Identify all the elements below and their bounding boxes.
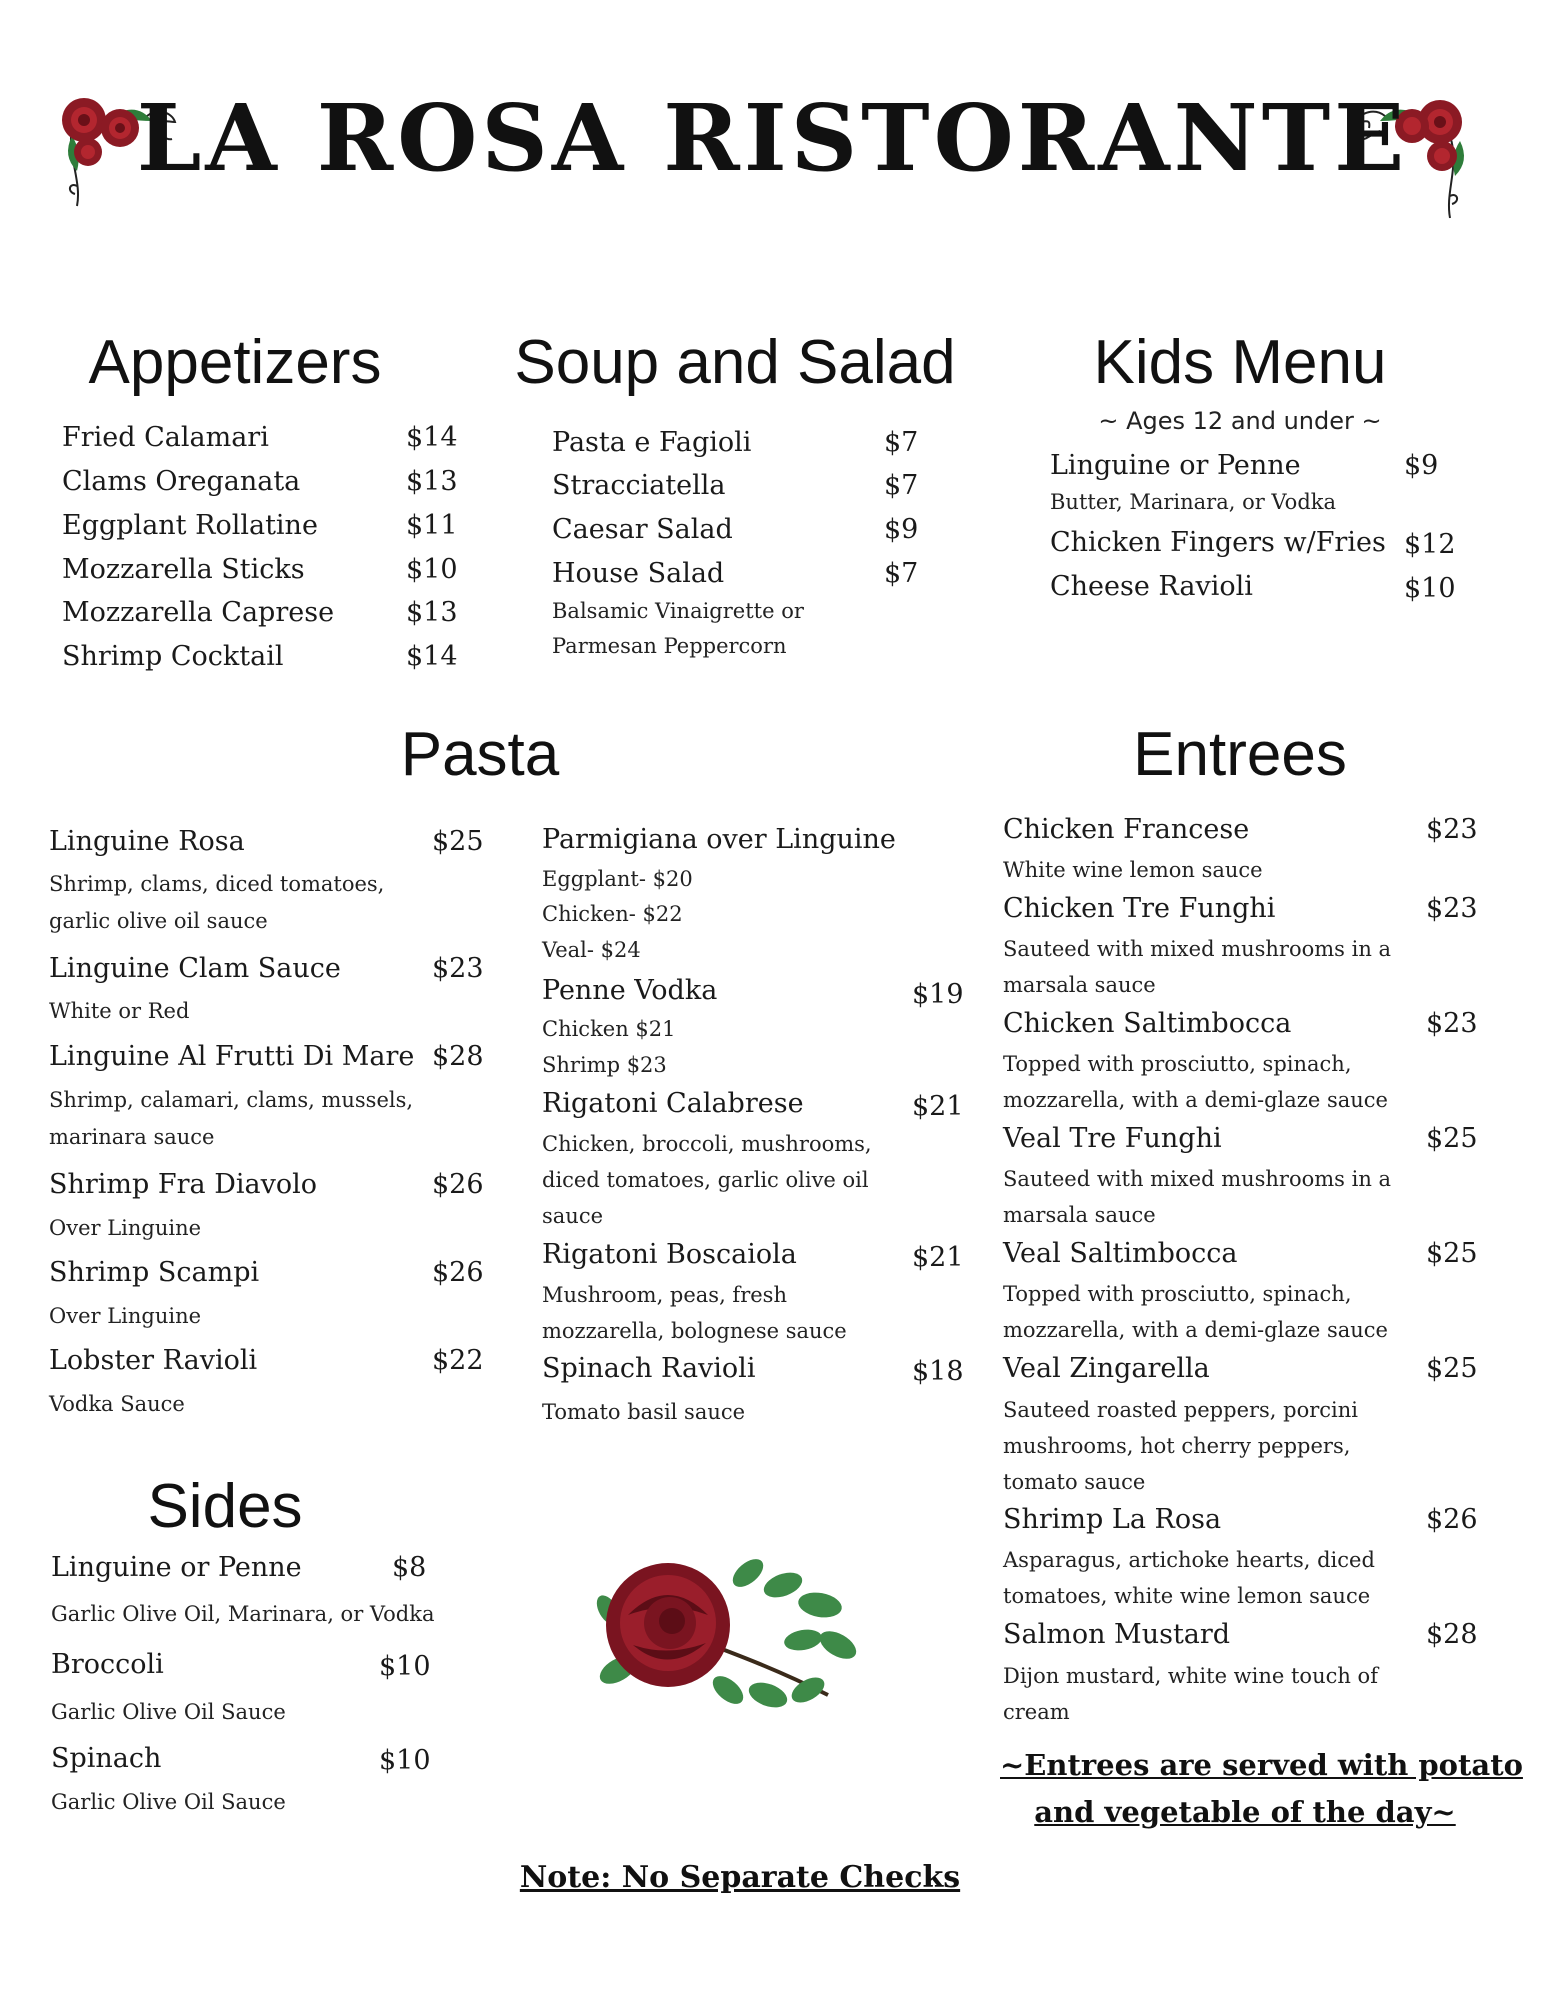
item-description: Asparagus, artichoke hearts, diced xyxy=(1003,1548,1375,1572)
item-description: Chicken $21 xyxy=(542,1017,676,1041)
item-description: marsala sauce xyxy=(1003,973,1156,997)
list-item: Eggplant Rollatine xyxy=(62,510,318,541)
list-item: Linguine Clam Sauce xyxy=(49,953,341,984)
item-price: $25 xyxy=(1426,1123,1478,1154)
list-item: Rigatoni Boscaiola xyxy=(542,1239,797,1270)
item-description: Over Linguine xyxy=(49,1216,202,1240)
list-item: Lobster Ravioli xyxy=(49,1345,258,1376)
sides-heading: Sides xyxy=(147,1472,303,1541)
list-item: Linguine Rosa xyxy=(49,826,245,857)
item-description: Sauteed with mixed mushrooms in a xyxy=(1003,1167,1392,1191)
list-item: Chicken Francese xyxy=(1003,814,1250,845)
item-price: $9 xyxy=(884,514,919,545)
item-description: Chicken- $22 xyxy=(542,902,683,926)
list-item: Veal Saltimbocca xyxy=(1003,1238,1238,1269)
item-description: mozzarella, with a demi-glaze sauce xyxy=(1003,1088,1388,1112)
item-price: $7 xyxy=(884,558,919,589)
item-price: $10 xyxy=(406,554,458,585)
item-description: marinara sauce xyxy=(49,1125,215,1149)
list-item: Linguine or Penne xyxy=(1050,450,1301,481)
item-description: Tomato basil sauce xyxy=(542,1400,746,1424)
item-description: Balsamic Vinaigrette or xyxy=(552,599,804,623)
item-description: tomatoes, white wine lemon sauce xyxy=(1003,1584,1371,1608)
list-item: Linguine or Penne xyxy=(51,1552,302,1583)
item-description: Over Linguine xyxy=(49,1304,202,1328)
item-price: $23 xyxy=(1426,893,1478,924)
list-item: Veal Tre Funghi xyxy=(1003,1123,1222,1154)
entrees-note: and vegetable of the day~ xyxy=(1034,1795,1456,1829)
list-item: Mozzarella Sticks xyxy=(62,554,305,585)
list-item: Stracciatella xyxy=(552,470,726,501)
list-item: Clams Oreganata xyxy=(62,466,301,497)
item-description: Sauteed with mixed mushrooms in a xyxy=(1003,937,1392,961)
item-price: $28 xyxy=(432,1041,484,1072)
item-price: $11 xyxy=(406,510,458,541)
item-description: cream xyxy=(1003,1700,1070,1724)
item-price: $26 xyxy=(432,1169,484,1200)
item-price: $28 xyxy=(1426,1619,1478,1650)
item-description: Chicken, broccoli, mushrooms, xyxy=(542,1132,872,1156)
item-price: $10 xyxy=(379,1745,431,1776)
item-description: Vodka Sauce xyxy=(49,1392,185,1416)
list-item: Shrimp Scampi xyxy=(49,1257,260,1288)
item-price: $23 xyxy=(1426,814,1478,845)
item-description: White wine lemon sauce xyxy=(1003,858,1263,882)
item-description: Shrimp, calamari, clams, mussels, xyxy=(49,1088,414,1112)
item-price: $21 xyxy=(912,1242,964,1273)
item-price: $14 xyxy=(406,422,458,453)
list-item: Salmon Mustard xyxy=(1003,1619,1231,1650)
item-description: Mushroom, peas, fresh xyxy=(542,1283,787,1307)
item-description: Parmesan Peppercorn xyxy=(552,634,787,658)
list-item: Pasta e Fagioli xyxy=(552,427,752,458)
appetizers-heading: Appetizers xyxy=(88,328,382,397)
list-item: Cheese Ravioli xyxy=(1050,571,1253,602)
item-price: $12 xyxy=(1404,529,1456,560)
item-description: Shrimp, clams, diced tomatoes, xyxy=(49,872,385,896)
list-item: Penne Vodka xyxy=(542,975,718,1006)
item-price: $26 xyxy=(1426,1504,1478,1535)
soup-salad-heading: Soup and Salad xyxy=(514,328,956,397)
item-price: $26 xyxy=(432,1257,484,1288)
entrees-heading: Entrees xyxy=(1133,720,1347,789)
item-price: $19 xyxy=(912,979,964,1010)
list-item: Caesar Salad xyxy=(552,514,733,545)
item-price: $14 xyxy=(406,641,458,672)
item-description: mozzarella, bolognese sauce xyxy=(542,1319,847,1343)
item-price: $10 xyxy=(1404,573,1456,604)
item-price: $18 xyxy=(912,1356,964,1387)
restaurant-title: LA ROSA RISTORANTE xyxy=(136,84,1409,192)
item-description: mozzarella, with a demi-glaze sauce xyxy=(1003,1318,1388,1342)
kids-menu-subtitle: ~ Ages 12 and under ~ xyxy=(1098,407,1382,435)
item-price: $25 xyxy=(1426,1353,1478,1384)
item-description: Garlic Olive Oil Sauce xyxy=(51,1700,286,1724)
item-description: sauce xyxy=(542,1204,604,1228)
item-price: $10 xyxy=(379,1651,431,1682)
item-description: Shrimp $23 xyxy=(542,1053,667,1077)
list-item: Linguine Al Frutti Di Mare xyxy=(49,1041,415,1072)
item-description: Butter, Marinara, or Vodka xyxy=(1050,490,1337,514)
item-price: $25 xyxy=(1426,1238,1478,1269)
item-price: $13 xyxy=(406,597,458,628)
item-description: marsala sauce xyxy=(1003,1203,1156,1227)
item-price: $8 xyxy=(392,1552,427,1583)
item-price: $9 xyxy=(1404,450,1439,481)
item-description: tomato sauce xyxy=(1003,1470,1146,1494)
list-item: Shrimp Cocktail xyxy=(62,641,284,672)
item-description: White or Red xyxy=(49,999,190,1023)
item-description: Dijon mustard, white wine touch of xyxy=(1003,1664,1378,1688)
item-price: $22 xyxy=(432,1345,484,1376)
list-item: Fried Calamari xyxy=(62,422,269,453)
list-item: Chicken Saltimbocca xyxy=(1003,1008,1292,1039)
item-price: $13 xyxy=(406,466,458,497)
list-item: Chicken Fingers w/Fries xyxy=(1050,527,1386,558)
list-item: House Salad xyxy=(552,558,725,589)
item-price: $21 xyxy=(912,1091,964,1122)
item-description: Garlic Olive Oil Sauce xyxy=(51,1790,286,1814)
item-price: $7 xyxy=(884,470,919,501)
list-item: Spinach Ravioli xyxy=(542,1353,756,1384)
list-item: Shrimp La Rosa xyxy=(1003,1504,1222,1535)
item-description: Garlic Olive Oil, Marinara, or Vodka xyxy=(51,1602,435,1626)
list-item: Spinach xyxy=(51,1743,162,1774)
list-item: Rigatoni Calabrese xyxy=(542,1088,804,1119)
rose-illustration-icon xyxy=(588,1545,878,1720)
item-description: Veal- $24 xyxy=(542,938,641,962)
item-description: Topped with prosciutto, spinach, xyxy=(1003,1282,1352,1306)
item-description: Sauteed roasted peppers, porcini xyxy=(1003,1398,1359,1422)
list-item: Chicken Tre Funghi xyxy=(1003,893,1276,924)
item-price: $25 xyxy=(432,826,484,857)
list-item: Mozzarella Caprese xyxy=(62,597,335,628)
list-item: Shrimp Fra Diavolo xyxy=(49,1169,317,1200)
item-description: Topped with prosciutto, spinach, xyxy=(1003,1052,1352,1076)
item-description: mushrooms, hot cherry peppers, xyxy=(1003,1434,1351,1458)
list-item: Veal Zingarella xyxy=(1003,1353,1210,1384)
item-description: diced tomatoes, garlic olive oil xyxy=(542,1168,869,1192)
item-price: $7 xyxy=(884,427,919,458)
item-description: garlic olive oil sauce xyxy=(49,909,268,933)
no-separate-checks-note: Note: No Separate Checks xyxy=(519,1860,961,1895)
list-item: Broccoli xyxy=(51,1649,164,1680)
entrees-note: ~Entrees are served with potato xyxy=(1000,1748,1523,1782)
item-description: Eggplant- $20 xyxy=(542,867,693,891)
item-price: $23 xyxy=(1426,1008,1478,1039)
item-price: $23 xyxy=(432,953,484,984)
pasta-heading: Pasta xyxy=(400,720,560,789)
kids-menu-heading: Kids Menu xyxy=(1093,328,1387,397)
list-item: Parmigiana over Linguine xyxy=(542,824,896,855)
